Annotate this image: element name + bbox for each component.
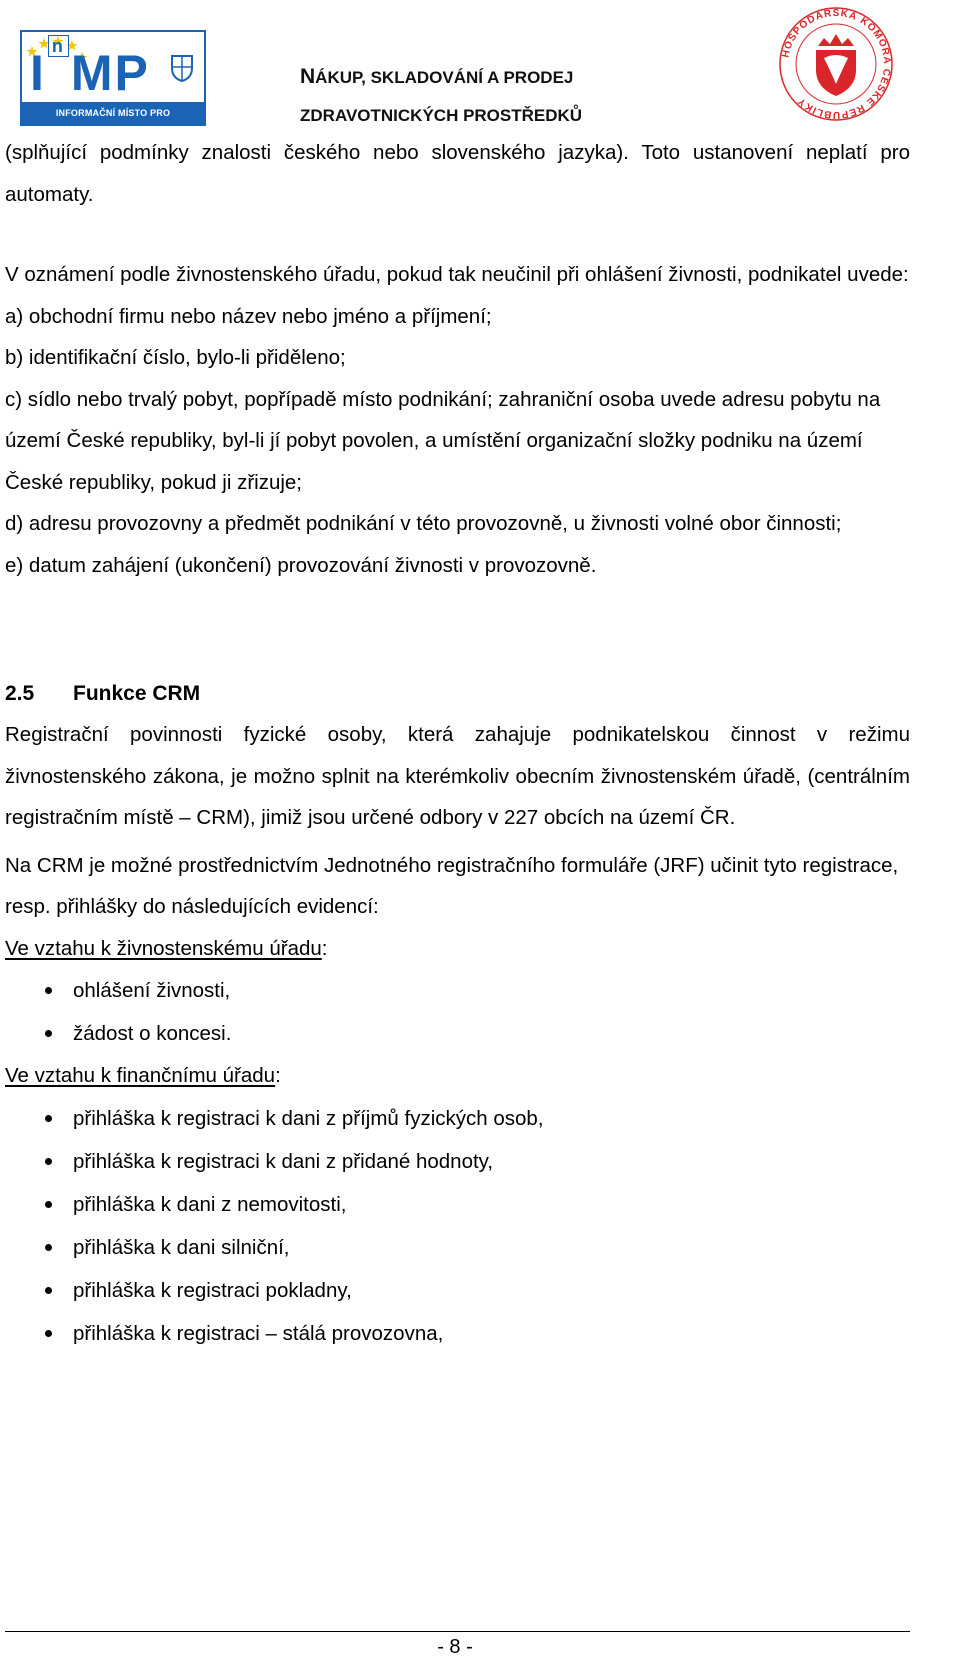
chamber-logo-ring-text: HOSPODÁŘSKÁ KOMORA ČESKÉ REPUBLIKY [780,7,893,121]
list-item: přihláška k dani z nemovitosti, [5,1183,910,1226]
trade-office-heading: Ve vztahu k živnostenskému úřadu: [5,936,328,960]
document-title [300,58,660,135]
imp-logo-subtitle: INFORMAČNÍ MÍSTO PRO PODNIKATELE [22,102,204,124]
paragraph-notice: V oznámení podle živnostenského úřadu, pokud tak neučinil při ohlášení živnosti, podnikatel uvede: [5,263,909,286]
paragraph-crm-registers: Na CRM je možné prostřednictvím Jednotného registračního formuláře (JRF) učinit tyto registrace, resp. přihlášky do následujících evidencí: [5,853,899,918]
list-item-c: c) sídlo nebo trvalý pobyt, popřípadě místo podnikání; zahraniční osoba uvede adresu pobytu na území České republiky, byl-li jí pobyt povolen, a umístění organizační složky podniku na území České republiky, pokud ji zřizuje; [5,387,881,494]
list-item: přihláška k registraci k dani z příjmů fyzických osob, [5,1097,910,1140]
section-heading [5,674,910,714]
list-item-a: a) obchodní firmu nebo název nebo jméno a příjmení; [5,304,492,328]
list-item: přihláška k dani silniční, [5,1226,910,1269]
imp-logo-letters: I $^n$ MP [30,36,150,101]
list-item-e: e) datum zahájení (ukončení) provozování živnosti v provozovně. [5,553,597,577]
paragraph-crm-registration: Registrační povinnosti fyzické osoby, která zahajuje podnikatelskou činnost v režimu živnostenského zákona, je možno splnit na kterémkoliv obecním živnostenském úřadě, (centrálním registračním místě – CRM), jimiž jsou určené odbory v 227 obcích na území ČR. [5,723,910,829]
document-body [5,132,910,1355]
page-header [0,0,960,140]
list-item: přihláška k registraci k dani z přidané hodnoty, [5,1140,910,1183]
chamber-of-commerce-logo [776,4,896,124]
document-title-line1: NÁKUP, SKLADOVÁNÍ A PRODEJ [300,65,574,88]
tax-office-list [5,1097,910,1355]
state-emblem-icon [168,52,196,82]
list-item-b: b) identifikační číslo, bylo-li přiděleno; [5,346,346,369]
section-title: Funkce CRM [73,682,201,705]
footer-divider [5,1631,910,1632]
section-number: 2.5 [5,682,35,705]
imp-logo [20,30,206,140]
list-item: přihláška k registraci pokladny, [5,1269,910,1312]
list-item: přihláška k registraci – stálá provozovna, [5,1312,910,1355]
list-item-d: d) adresu provozovny a předmět podnikání v této provozovně, u živnosti volné obor činnosti; [5,512,842,535]
list-item: žádost o koncesi. [5,1012,910,1055]
trade-office-list [5,969,910,1055]
document-title-line2: ZDRAVOTNICKÝCH PROSTŘEDKŮ [300,106,583,125]
list-item: ohlášení živnosti, [5,969,910,1012]
paragraph-continuation: (splňující podmínky znalosti českého nebo slovenského jazyka). Toto ustanovení neplatí pro automaty. [5,141,910,206]
page-number: - 8 - [437,1636,473,1658]
tax-office-heading: Ve vztahu k finančnímu úřadu: [5,1064,281,1087]
